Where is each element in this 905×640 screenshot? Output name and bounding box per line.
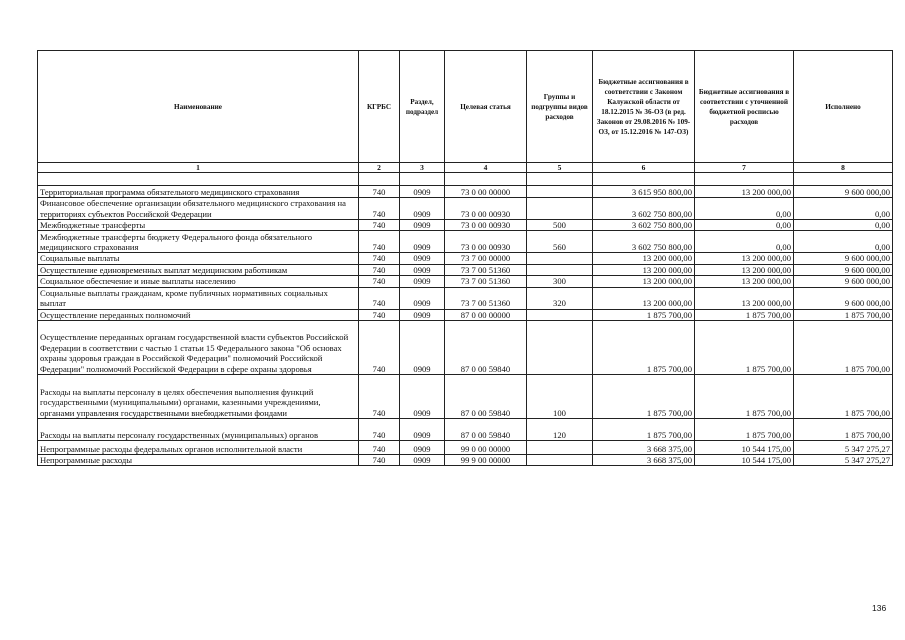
row-kgrbs-cell: 740 [359,375,400,419]
row-target-cell: 73 7 00 51360 [445,276,527,287]
row-name-cell: Расходы на выплаты персоналу государственных (муниципальных) органов [38,419,359,441]
row-name-cell: Осуществление единовременных выплат медицинским работникам [38,264,359,275]
row-kgrbs-cell: 740 [359,441,400,455]
table-row [38,264,893,275]
table-row [38,321,893,375]
row-law-amount-cell: 3 668 375,00 [593,455,695,466]
row-target-cell: 73 0 00 00930 [445,231,527,253]
row-name-cell: Межбюджетные трансферты [38,220,359,231]
row-executed-amount-cell: 1 875 700,00 [794,309,893,320]
row-refined-amount-cell: 1 875 700,00 [695,375,794,419]
row-group-cell [527,264,593,275]
row-name-cell: Расходы на выплаты персоналу в целях обеспечения выполнения функций государственными (муниципальными) органами, казенными учреждениями, органами управления государственными внебюджетными фондами [38,375,359,419]
row-executed-amount-cell: 0,00 [794,198,893,220]
page-number: 136 [872,603,887,613]
row-refined-amount-cell: 1 875 700,00 [695,309,794,320]
column-number: 7 [695,163,794,173]
row-kgrbs-cell: 740 [359,455,400,466]
table-row [38,198,893,220]
row-refined-amount-cell: 10 544 175,00 [695,455,794,466]
row-law-amount-cell: 13 200 000,00 [593,287,695,309]
row-target-cell: 87 0 00 59840 [445,321,527,375]
row-refined-amount-cell: 1 875 700,00 [695,321,794,375]
row-name-cell: Осуществление переданных органам государственной власти субъектов Российской Федерации в соответствии с частью 1 статьи 15 Федерального закона "Об основах охраны здоровья граждан в Российской Федерации" полномочий Российской Федерации" полномочий Российской Федерации в сфере охраны здоровья [38,321,359,375]
row-name-cell: Социальное обеспечение и иные выплаты населению [38,276,359,287]
row-target-cell: 87 0 00 59840 [445,419,527,441]
column-number: 8 [794,163,893,173]
row-kgrbs-cell: 740 [359,309,400,320]
row-target-cell: 87 0 00 59840 [445,375,527,419]
row-executed-amount-cell: 9 600 000,00 [794,287,893,309]
column-number: 1 [38,163,359,173]
row-section-cell: 0909 [400,309,445,320]
table-row [38,455,893,466]
row-law-amount-cell: 13 200 000,00 [593,276,695,287]
row-kgrbs-cell: 740 [359,198,400,220]
budget-table [37,50,893,466]
row-section-cell: 0909 [400,276,445,287]
column-number: 5 [527,163,593,173]
row-group-cell [527,309,593,320]
row-law-amount-cell: 1 875 700,00 [593,309,695,320]
row-name-cell: Территориальная программа обязательного медицинского страхования [38,186,359,198]
header-kgrbs: КГРБС [359,51,400,163]
row-executed-amount-cell: 1 875 700,00 [794,419,893,441]
table-row [38,375,893,419]
row-target-cell: 73 0 00 00930 [445,220,527,231]
row-section-cell: 0909 [400,198,445,220]
row-group-cell: 320 [527,287,593,309]
row-refined-amount-cell: 13 200 000,00 [695,264,794,275]
row-target-cell: 99 0 00 00000 [445,441,527,455]
header-target: Целевая статья [445,51,527,163]
row-section-cell: 0909 [400,441,445,455]
header-executed: Исполнено [794,51,893,163]
row-refined-amount-cell: 0,00 [695,231,794,253]
row-section-cell: 0909 [400,321,445,375]
row-target-cell: 87 0 00 00000 [445,309,527,320]
spacer-row [38,173,893,186]
row-law-amount-cell: 1 875 700,00 [593,419,695,441]
row-executed-amount-cell: 1 875 700,00 [794,321,893,375]
table-row [38,276,893,287]
row-group-cell [527,455,593,466]
row-section-cell: 0909 [400,375,445,419]
table-row [38,220,893,231]
row-refined-amount-cell: 10 544 175,00 [695,441,794,455]
row-section-cell: 0909 [400,186,445,198]
row-executed-amount-cell: 5 347 275,27 [794,455,893,466]
row-executed-amount-cell: 1 875 700,00 [794,375,893,419]
row-kgrbs-cell: 740 [359,253,400,264]
row-section-cell: 0909 [400,220,445,231]
row-law-amount-cell: 1 875 700,00 [593,375,695,419]
row-law-amount-cell: 13 200 000,00 [593,253,695,264]
table-row [38,287,893,309]
column-number: 4 [445,163,527,173]
header-section: Раздел, подраздел [400,51,445,163]
row-group-cell: 500 [527,220,593,231]
row-refined-amount-cell: 13 200 000,00 [695,186,794,198]
header-row [38,51,893,163]
row-target-cell: 73 7 00 51360 [445,264,527,275]
row-group-cell: 120 [527,419,593,441]
row-law-amount-cell: 3 668 375,00 [593,441,695,455]
row-name-cell: Социальные выплаты гражданам, кроме публичных нормативных социальных выплат [38,287,359,309]
row-refined-amount-cell: 1 875 700,00 [695,419,794,441]
row-section-cell: 0909 [400,264,445,275]
row-target-cell: 99 9 00 00000 [445,455,527,466]
row-group-cell [527,253,593,264]
row-kgrbs-cell: 740 [359,321,400,375]
row-name-cell: Осуществление переданных полномочий [38,309,359,320]
column-number: 6 [593,163,695,173]
row-kgrbs-cell: 740 [359,186,400,198]
row-group-cell: 300 [527,276,593,287]
row-executed-amount-cell: 9 600 000,00 [794,253,893,264]
row-executed-amount-cell: 0,00 [794,231,893,253]
table-row [38,231,893,253]
row-name-cell: Непрограммные расходы [38,455,359,466]
row-executed-amount-cell: 5 347 275,27 [794,441,893,455]
row-executed-amount-cell: 0,00 [794,220,893,231]
row-target-cell: 73 0 00 00930 [445,198,527,220]
row-name-cell: Финансовое обеспечение организации обязательного медицинского страхования на территориях субъектов Российской Федерации [38,198,359,220]
row-kgrbs-cell: 740 [359,287,400,309]
table-row [38,186,893,198]
row-name-cell: Непрограммные расходы федеральных органов исполнительной власти [38,441,359,455]
row-section-cell: 0909 [400,231,445,253]
row-target-cell: 73 7 00 51360 [445,287,527,309]
row-law-amount-cell: 3 615 950 800,00 [593,186,695,198]
row-group-cell [527,198,593,220]
header-group: Группы и подгруппы видов расходов [527,51,593,163]
row-kgrbs-cell: 740 [359,264,400,275]
row-executed-amount-cell: 9 600 000,00 [794,186,893,198]
row-target-cell: 73 0 00 00000 [445,186,527,198]
row-refined-amount-cell: 0,00 [695,198,794,220]
table-row [38,441,893,455]
row-executed-amount-cell: 9 600 000,00 [794,264,893,275]
row-section-cell: 0909 [400,419,445,441]
header-name: Наименование [38,51,359,163]
row-section-cell: 0909 [400,287,445,309]
row-name-cell: Социальные выплаты [38,253,359,264]
row-name-cell: Межбюджетные трансферты бюджету Федерального фонда обязательного медицинского страхования [38,231,359,253]
row-group-cell: 560 [527,231,593,253]
row-refined-amount-cell: 13 200 000,00 [695,276,794,287]
row-group-cell: 100 [527,375,593,419]
row-law-amount-cell: 3 602 750 800,00 [593,220,695,231]
row-group-cell [527,441,593,455]
row-refined-amount-cell: 0,00 [695,220,794,231]
header-refined: Бюджетные ассигнования в соответствии с уточненной бюджетной росписью расходов [695,51,794,163]
row-law-amount-cell: 13 200 000,00 [593,264,695,275]
table-row [38,309,893,320]
row-executed-amount-cell: 9 600 000,00 [794,276,893,287]
column-number: 2 [359,163,400,173]
table-row [38,419,893,441]
row-section-cell: 0909 [400,455,445,466]
row-law-amount-cell: 3 602 750 800,00 [593,198,695,220]
row-group-cell [527,321,593,375]
row-section-cell: 0909 [400,253,445,264]
row-kgrbs-cell: 740 [359,419,400,441]
row-kgrbs-cell: 740 [359,276,400,287]
row-refined-amount-cell: 13 200 000,00 [695,253,794,264]
row-law-amount-cell: 1 875 700,00 [593,321,695,375]
header-law: Бюджетные ассигнования в соответствии с Законом Калужской области от 18.12.2015 № 36-ОЗ (в ред. Законов от 29.08.2016 № 109-ОЗ, от 15.12.2016 № 147-ОЗ) [593,51,695,163]
row-group-cell [527,186,593,198]
row-target-cell: 73 7 00 00000 [445,253,527,264]
row-kgrbs-cell: 740 [359,231,400,253]
row-law-amount-cell: 3 602 750 800,00 [593,231,695,253]
row-kgrbs-cell: 740 [359,220,400,231]
column-number-row [38,163,893,173]
table-body [38,173,893,466]
row-refined-amount-cell: 13 200 000,00 [695,287,794,309]
column-number: 3 [400,163,445,173]
table-row [38,253,893,264]
